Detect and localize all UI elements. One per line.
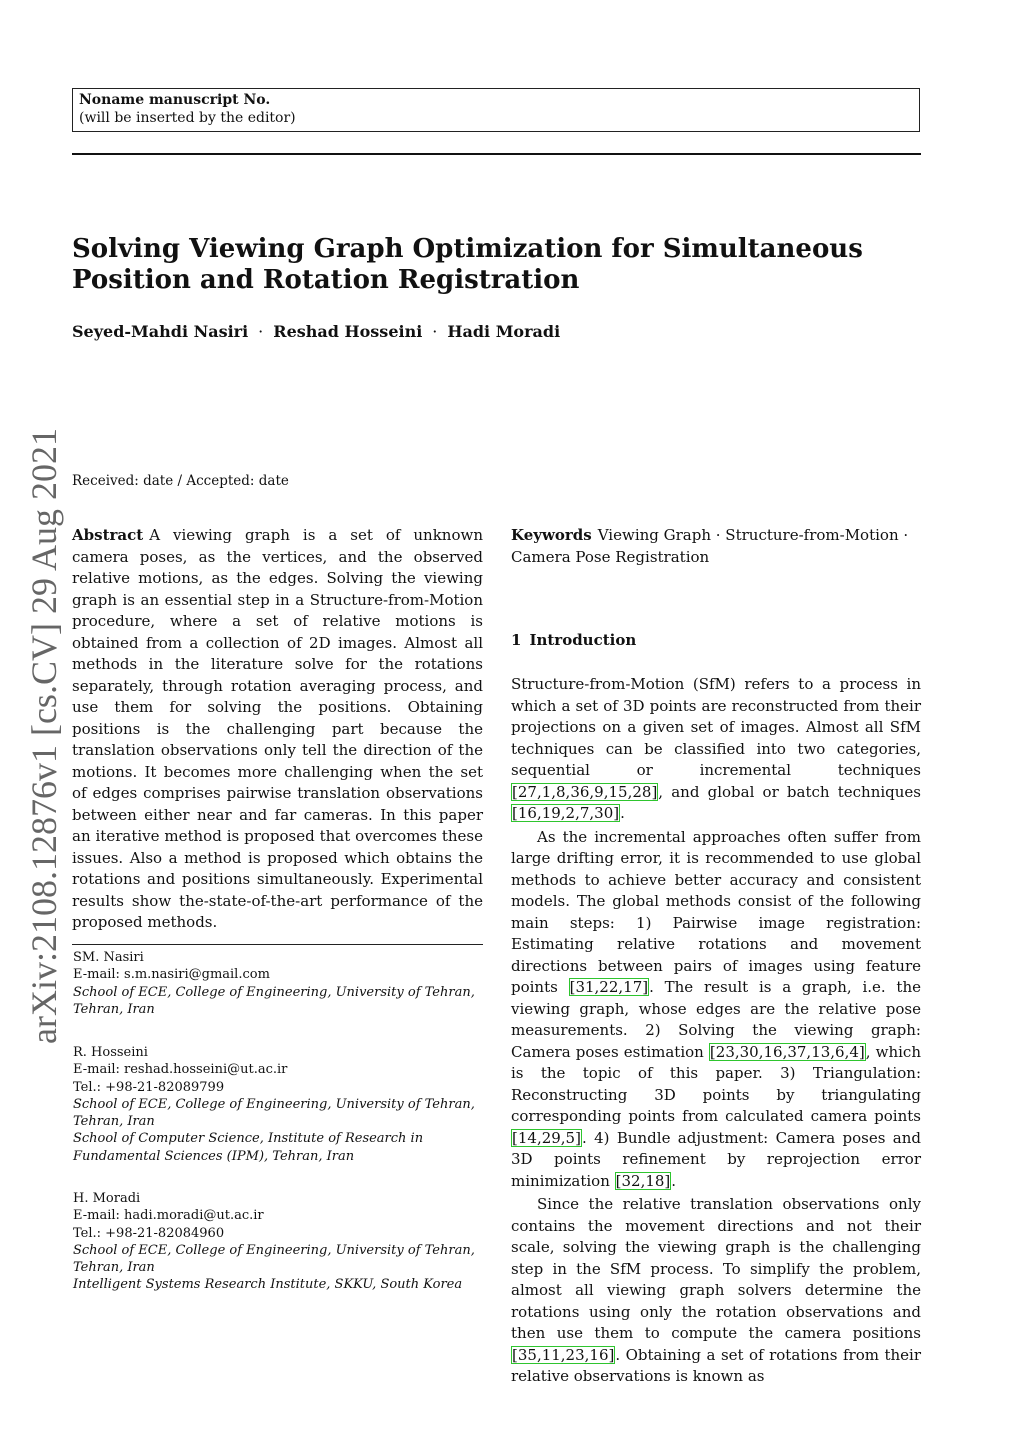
citation-link[interactable]: [14,29,5]	[512, 1128, 581, 1147]
received-date: Received: date / Accepted: date	[72, 473, 289, 489]
section-number: 1	[511, 631, 522, 649]
section-title: Introduction	[529, 631, 637, 649]
footnote-affiliation: School of ECE, College of Engineering, University of Tehran, Tehran, Iran	[73, 1096, 475, 1130]
footnote-author-3	[73, 1190, 483, 1294]
footnote-tel: Tel.: +98-21-82084960	[73, 1225, 225, 1241]
arxiv-stamp: arXiv:2108.12876v1 [cs.CV] 29 Aug 2021	[24, 428, 64, 1044]
footnote-name: H. Moradi	[73, 1191, 141, 1206]
footnote-email: E-mail: hadi.moradi@ut.ac.ir	[73, 1208, 264, 1224]
footnote-author-2	[73, 1044, 483, 1165]
footnote-affiliation: Intelligent Systems Research Institute, SKKU, South Korea	[73, 1277, 463, 1293]
footnote-affiliation: School of ECE, College of Engineering, University of Tehran, Tehran, Iran	[73, 1242, 475, 1276]
author-separator: ·	[258, 322, 264, 341]
intro-paragraph: As the incremental approaches often suffer from large drifting error, it is recommended to use global methods to achieve better accuracy and consistent models. The global methods consist of the following main steps: 1) Pairwise image registration: Estimating relative rotations and movement directions between pairs of images using feature points [31,22,17]. The result is a graph, i.e. the viewing graph, whose edges are the relative pose measurements. 2) Solving the viewing graph: Camera poses estimation [23,30,16,37,13,6,4], which is the topic of this paper. 3) Triangulation: Reconstructing 3D points by triangulating corresponding points from calculated camera points [14,29,5]. 4) Bundle adjustment: Camera poses and 3D points refinement by reprojection error minimization [32,18].	[511, 827, 921, 1190]
footnote-name: R. Hosseini	[73, 1045, 148, 1060]
footnote-author-1	[73, 949, 483, 1018]
footnote-affiliation: School of Computer Science, Institute of Research in Fundamental Sciences (IPM), Tehran, Iran	[73, 1131, 424, 1164]
footnote-email: E-mail: s.m.nasiri@gmail.com	[73, 967, 270, 983]
citation-link[interactable]: [23,30,16,37,13,6,4]	[709, 1042, 865, 1061]
author-name: Seyed-Mahdi Nasiri	[72, 322, 249, 341]
citation-link[interactable]: [16,19,2,7,30]	[512, 804, 620, 822]
section-heading	[511, 631, 636, 649]
abstract-text: A viewing graph is a set of unknown camera poses, as the vertices, and the observed relative motions, as the edges. Solving the viewing graph is an essential step in a Structure-from-Motion procedure, where a set of relative motions is obtained from a collection of 2D images. Almost all methods in the literature solve for the rotations separately, through rotation averaging process, and use them for solving the positions. Obtaining positions is the challenging part because the translation observations only tell the direction of the motions. It becomes more challenging when the set of edges comprises pairwise translation observations between either near and far cameras. In this paper an iterative method is proposed that overcomes these issues. Also a method is proposed which obtains the rotations and positions simultaneously. Experimental results show the-state-of-the-art performance of the proposed methods.	[72, 526, 483, 931]
citation-link[interactable]: [27,1,8,36,9,15,28]	[512, 782, 658, 801]
author-name: Hadi Moradi	[447, 322, 561, 341]
author-separator: ·	[432, 322, 438, 341]
header-rule	[72, 153, 921, 155]
keywords-text: Viewing Graph · Structure-from-Motion · Camera Pose Registration	[511, 526, 909, 566]
footnote-affiliation: School of ECE, College of Engineering, University of Tehran, Tehran, Iran	[73, 984, 475, 1017]
manuscript-number-label: Noname manuscript No.	[79, 92, 271, 108]
intro-paragraph: Structure-from-Motion (SfM) refers to a process in which a set of 3D points are reconstructed from their projections on a given set of images. Almost all SfM techniques can be classified into two categories, sequential or incremental techniques [27,1,8,36,9,15,28], and global or batch techniques [16,19,2,7,30].	[511, 675, 921, 822]
intro-paragraph: Since the relative translation observations only contains the movement directions and not their scale, solving the viewing graph is the challenging step in the SfM process. To simplify the problem, almost all viewing graph solvers determine the rotations using only the rotation observations and then use them to compute the camera positions [35,11,23,16]. Obtaining a set of rotations from their relative observations is known as	[511, 1195, 921, 1385]
footnote-tel: Tel.: +98-21-82089799	[73, 1079, 225, 1095]
introduction-body	[511, 674, 921, 1388]
citation-link[interactable]: [35,11,23,16]	[512, 1345, 615, 1364]
footnote-email: E-mail: reshad.hosseini@ut.ac.ir	[73, 1062, 288, 1078]
editor-note: (will be inserted by the editor)	[79, 110, 296, 126]
paper-title: Solving Viewing Graph Optimization for Simultaneous Position and Rotation Registration	[72, 234, 863, 295]
footnote-name: SM. Nasiri	[73, 950, 144, 965]
manuscript-header-box	[72, 88, 920, 132]
citation-link[interactable]: [31,22,17]	[569, 978, 649, 996]
author-name: Reshad Hosseini	[273, 322, 423, 341]
citation-link[interactable]: [32,18]	[615, 1171, 671, 1190]
keywords-label: Keywords	[511, 526, 592, 544]
abstract-label: Abstract	[72, 526, 144, 544]
abstract	[72, 525, 483, 934]
author-list	[72, 322, 560, 341]
keywords	[511, 525, 921, 568]
footnote-rule	[72, 944, 483, 945]
